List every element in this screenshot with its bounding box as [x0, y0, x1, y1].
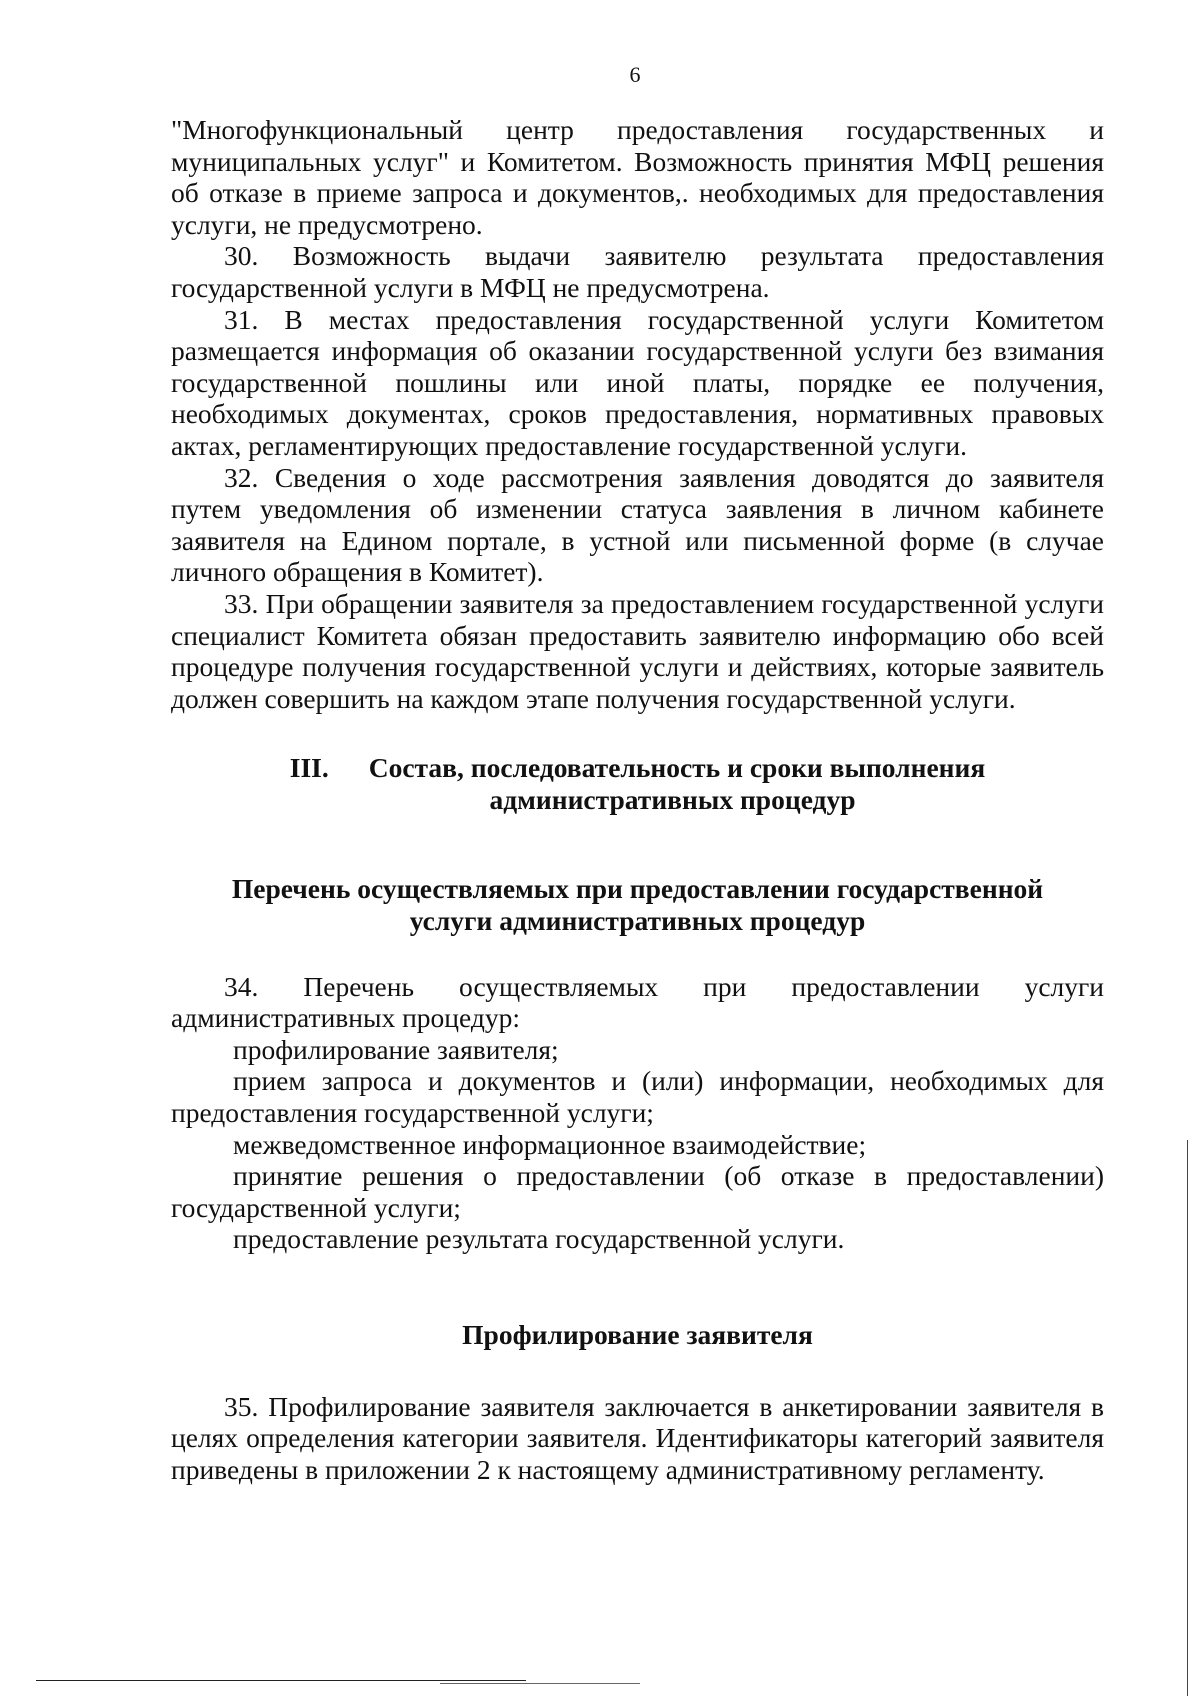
list-item: межведомственное информационное взаимодействие; — [233, 1128, 867, 1160]
paragraph-30: 30. Возможность выдачи заявителю результата предоставления государственной услуги в МФЦ не предусмотрена. — [171, 240, 1104, 303]
paragraph-33: 33. При обращении заявителя за предоставлением государственной услуги специалист Комитета обязан предоставить заявителю информацию обо всей процедуре получения государственной услуги и действиях, которые заявитель должен совершить на каждом этапе получения государственной услуги. — [171, 587, 1104, 714]
paragraph-34: 34. Перечень осуществляемых при предоставлении услуги административных процедур: — [171, 970, 1104, 1034]
subheading-procedure-list — [171, 873, 1104, 936]
paragraph-32: 32. Сведения о ходе рассмотрения заявления доводятся до заявителя путем уведомления об изменении статуса заявления в личном кабинете заявителя на Едином портале, в устной или письменной форме (в случае личного обращения в Комитет). — [171, 461, 1104, 588]
list-item: прием запроса и документов и (или) информации, необходимых для предоставления государственной услуги; — [171, 1065, 1104, 1129]
section-title-line-1: Состав, последовательность и сроки выполнения — [368, 752, 986, 784]
document-body — [171, 114, 1104, 1485]
paragraph-continuation: "Многофункциональный центр предоставления государственных и муниципальных услуг" и Комитетом. Возможность принятия МФЦ решения об отказе в приеме запроса и документов,. необходимых для предоставления услуги, не предусмотрено. — [171, 114, 1104, 240]
list-item: предоставление результата государственной услуги. — [233, 1223, 845, 1255]
section-heading-line-1 — [171, 752, 1104, 784]
paragraph-31: 31. В местах предоставления государственной услуги Комитетом размещается информация об оказании государственной услуги без взимания государственной пошлины или иной платы, порядке ее получения, необходимых документах, сроков предоставления, нормативных правовых актах, регламентирующих предоставление государственной услуги. — [171, 303, 1104, 461]
scan-edge-line — [1187, 1140, 1188, 1696]
list-item: принятие решения о предоставлении (об отказе в предоставлении) государственной услуги; — [171, 1160, 1104, 1223]
subheading-line-2: услуги административных процедур — [409, 905, 866, 937]
list-item: профилирование заявителя; — [233, 1033, 559, 1065]
subheading-line-1: Перечень осуществляемых при предоставлении государственной — [231, 873, 1044, 905]
subheading-profiling: Профилирование заявителя — [462, 1319, 813, 1350]
footer-rule-secondary — [440, 1683, 640, 1685]
paragraph-35: 35. Профилирование заявителя заключается в анкетировании заявителя в целях определения категории заявителя. Идентификаторы категорий заявителя приведены в приложении 2 к настоящему административному регламенту. — [171, 1390, 1104, 1485]
page-number: 6 — [629, 62, 641, 87]
section-roman-numeral: III. — [289, 752, 329, 784]
section-heading-iii — [171, 752, 1104, 815]
footer-rule — [36, 1680, 526, 1682]
section-title-line-2: административных процедур — [489, 783, 856, 815]
